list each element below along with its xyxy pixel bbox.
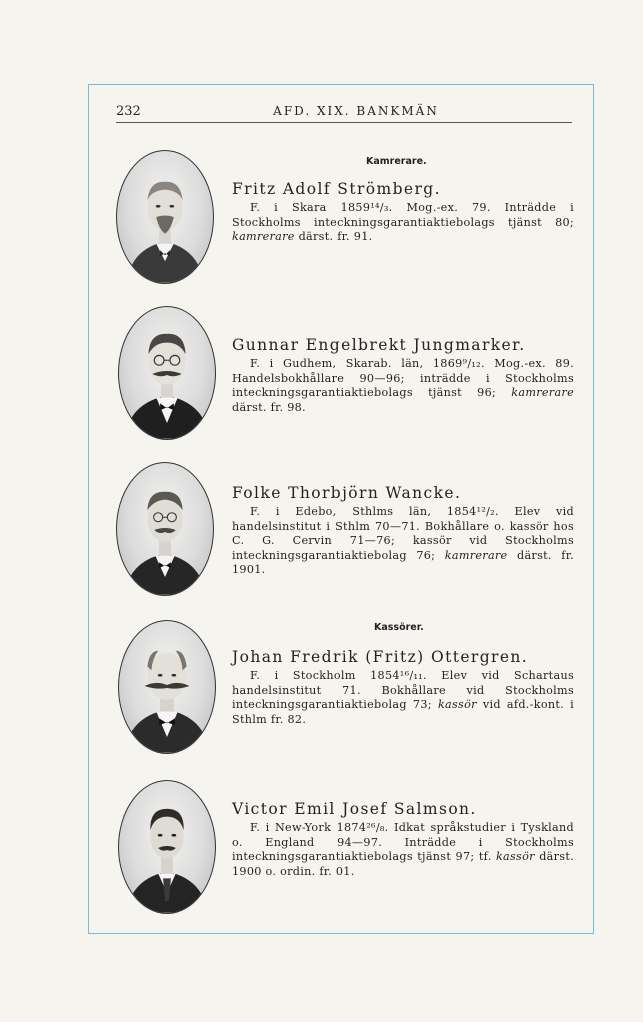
person-name: Victor Emil Josef Salmson.	[232, 800, 477, 818]
portrait-photo	[118, 780, 216, 914]
section-title-kamrerare: Kamrerare.	[366, 156, 427, 167]
biography-entry	[232, 648, 574, 727]
portrait-icon	[119, 781, 215, 913]
portrait-photo	[116, 150, 214, 284]
person-name: Johan Fredrik (Fritz) Ottergren.	[232, 648, 529, 666]
biography-entry	[232, 484, 574, 578]
biography-text: F. i Edebo, Sthlms län, 1854¹²/₂. Elev vid handelsinstitut i Sthlm 70—71. Bokhållare o. kassör hos C. G. Cervin 71—76; kassör vid Stockholms inteckningsgarantiaktiebolag 76; kamrerare därst. fr. 1901.	[232, 505, 575, 577]
page-number: 232	[116, 104, 141, 119]
portrait-photo	[116, 462, 214, 596]
biography-entry	[232, 180, 574, 245]
biography-text: F. i Skara 1859¹⁴/₃. Mog.-ex. 79. Inträdde i Stockholms inteckningsgarantiaktiebolags tjänst 80; kamrerare därst. fr. 91.	[232, 201, 574, 244]
biography-entry	[232, 336, 574, 415]
running-header	[116, 104, 572, 123]
person-name: Folke Thorbjörn Wancke.	[232, 484, 462, 502]
portrait-icon	[119, 621, 215, 753]
biography-entry	[232, 800, 574, 879]
header-title: AFD. XIX. BANKMÄN	[273, 104, 439, 118]
portrait-photo	[118, 306, 216, 440]
person-name: Fritz Adolf Strömberg.	[232, 180, 441, 198]
biography-text: F. i Stockholm 1854¹⁶/₁₁. Elev vid Schartaus handelsinstitut 71. Bokhållare vid Stockholms inteckningsgarantiaktiebolag 73; kassör vid afd.-kont. i Sthlm fr. 82.	[232, 669, 574, 726]
portrait-icon	[117, 151, 213, 283]
portrait-icon	[117, 463, 213, 595]
biography-text: F. i Gudhem, Skarab. län, 1869⁹/₁₂. Mog.-ex. 89. Handelsbokhållare 90—96; inträdde i Stockholms inteckningsgarantiaktiebolags tjänst 96; kamrerare därst. fr. 98.	[232, 357, 574, 414]
biography-text: F. i New-York 1874²⁶/₈. Idkat språkstudier i Tyskland o. England 94—97. Inträdde i Stockholms inteckningsgarantiaktiebolags tjänst 97; tf. kassör därst. 1900 o. ordin. fr. 01.	[232, 821, 574, 878]
portrait-photo	[118, 620, 216, 754]
portrait-icon	[119, 307, 215, 439]
section-title-kassorer: Kassörer.	[374, 622, 424, 633]
person-name: Gunnar Engelbrekt Jungmarker.	[232, 336, 526, 354]
